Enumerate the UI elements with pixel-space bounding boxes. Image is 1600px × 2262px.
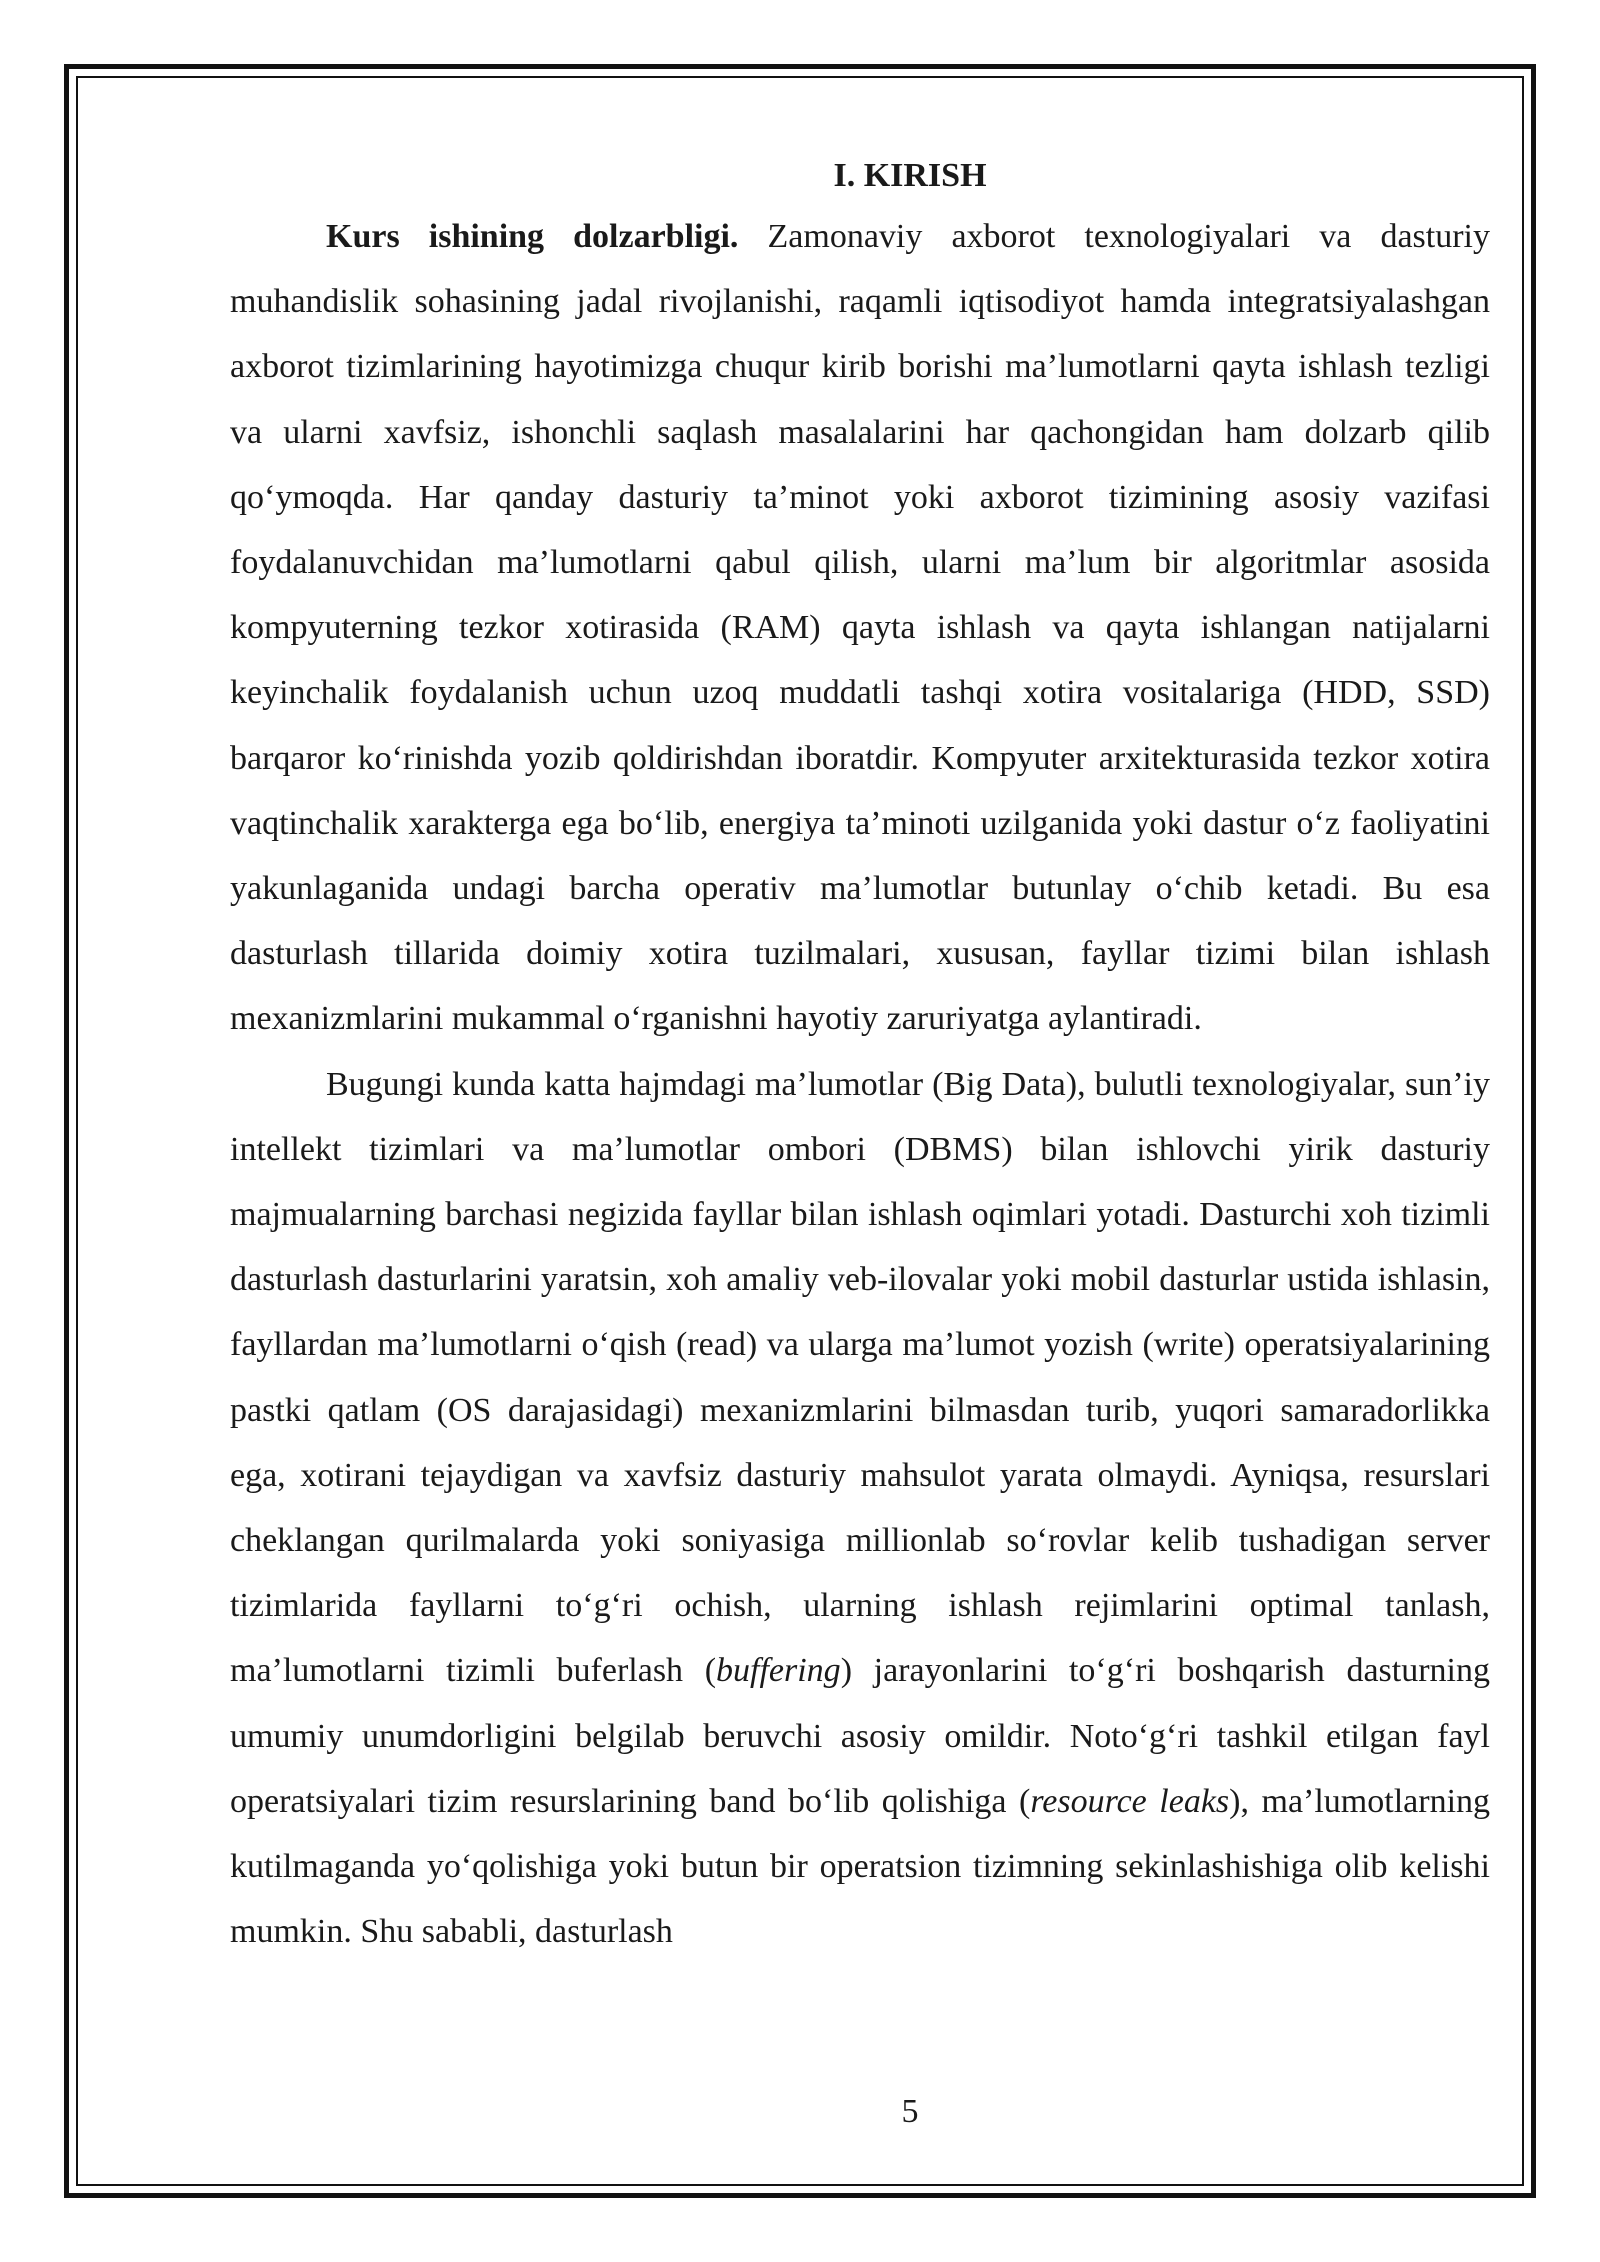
paragraph-text-part3: ), ma’lumotlarning kutilmaganda yo‘qolishiga yoki butun bir operatsion tizimning sekinlashishiga olib kelishi mumkin. Shu sababli, dasturlash bbox=[230, 1782, 1491, 1951]
paragraph-lead: Kurs ishining dolzarbligi. bbox=[326, 218, 739, 255]
italic-term-buffering: buffering bbox=[716, 1652, 841, 1690]
page-content bbox=[230, 148, 1490, 1964]
page-number: 5 bbox=[901, 2093, 919, 2130]
paragraph-relevance-text: Zamonaviy axborot texnologiyalari va dasturiy muhandislik sohasining jadal rivojlanishi, raqamli iqtisodiyot hamda integratsiyalashgan axborot tizimlarining hayotimizga chuqur kirib borishi ma’lumotlarni qayta ishlash tezligi va ularni xavfsiz, ishonchli saqlash masalalarini har qachongidan ham dolzarb qilib qo‘ymoqda. Har qanday dasturiy ta’minot yoki axborot tizimining asosiy vazifasi foydalanuvchidan ma’lumotlarni qabul qilish, ularni ma’lum bir algoritmlar asosida kompyuterning tezkor xotirasida (RAM) qayta ishlash va qayta ishlangan natijalarni keyinchalik foydalanish uchun uzoq muddatli tashqi xotira vositalariga (HDD, SSD) barqaror ko‘rinishda yozib qoldirishdan iboratdir. Kompyuter arxitekturasida tezkor xotira vaqtinchalik xarakterga ega bo‘lib, energiya ta’minoti uzilganida yoki dastur o‘z faoliyatini yakunlaganida undagi barcha operativ ma’lumotlar butunlay o‘chib ketadi. Bu esa dasturlash tillarida doimiy xotira tuzilmalari, xususan, fayllar tizimi bilan ishlash mexanizmlarini mukammal o‘rganishni hayotiy zaruriyatga aylantiradi. bbox=[230, 218, 1491, 1038]
italic-term-resource-leaks: resource leaks bbox=[1030, 1782, 1230, 1820]
paragraph-relevance bbox=[230, 204, 1490, 1052]
paragraph-text-part1: Bugungi kunda katta hajmdagi ma’lumotlar (Big Data), bulutli texnologiyalar, sun’iy intellekt tizimlari va ma’lumotlar ombori (DBMS) bilan ishlovchi yirik dasturiy majmualarning barchasi negizida fayllar bilan ishlash oqimlari yotadi. Dasturchi xoh tizimli dasturlash dasturlarini yaratsin, xoh amaliy veb-ilovalar yoki mobil dasturlar ustida ishlasin, fayllardan ma’lumotlarni o‘qish (read) va ularga ma’lumot yozish (write) operatsiyalarining pastki qatlam (OS darajasidagi) mexanizmlarini bilmasdan turib, yuqori samaradorlikka ega, xotirani tejaydigan va xavfsiz dasturiy mahsulot yarata olmaydi. Ayniqsa, resurslari cheklangan qurilmalarda yoki soniyasiga millionlab so‘rovlar kelib tushadigan server tizimlarida fayllarni to‘g‘ri ochish, ularning ishlash rejimlarini optimal tanlash, ma’lumotlarni tizimli buferlash ( bbox=[230, 1065, 1490, 1690]
paragraph-file-operations bbox=[230, 1052, 1490, 1965]
paragraph-text-part2: ) jarayonlarini to‘g‘ri boshqarish dasturning umumiy unumdorligini belgilab beruvchi asosiy omildir. Noto‘g‘ri tashkil etilgan fayl operatsiyalari tizim resurslarining band bo‘lib qolishiga ( bbox=[230, 1652, 1490, 1820]
section-heading: I. KIRISH bbox=[833, 157, 987, 194]
